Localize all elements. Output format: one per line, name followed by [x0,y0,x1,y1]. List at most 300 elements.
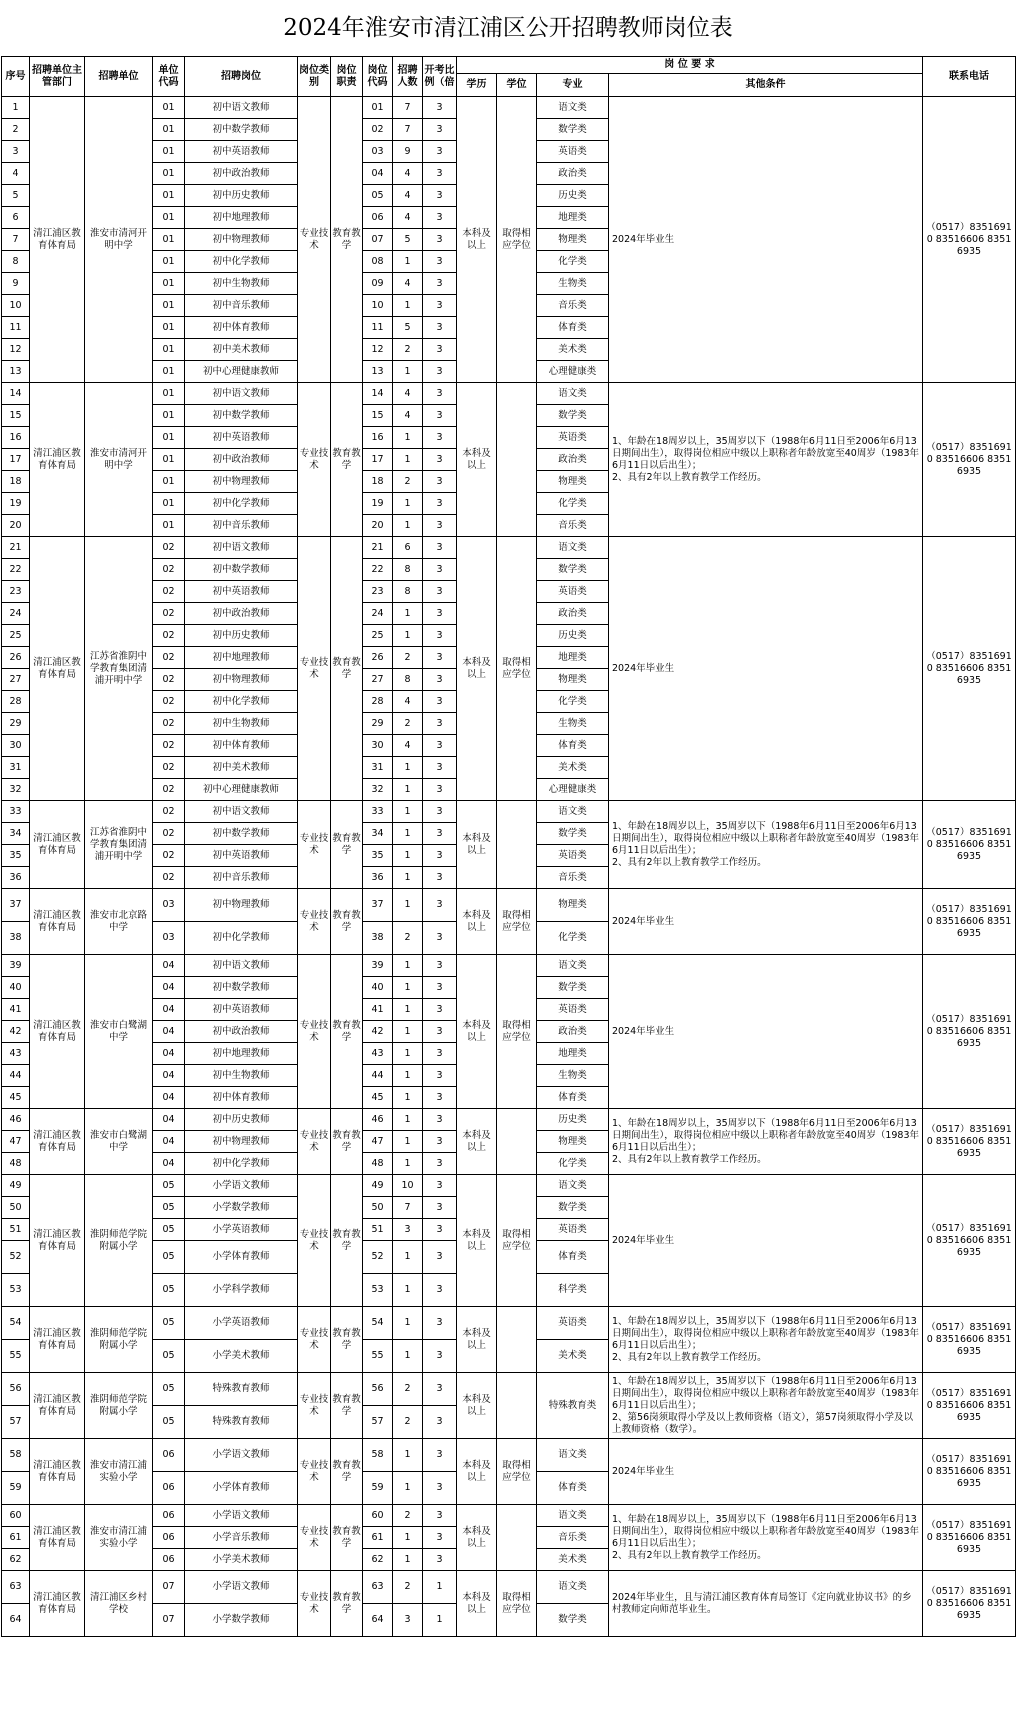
cell-ratio: 3 [423,1153,457,1175]
cell-post: 小学语文教师 [185,1505,298,1527]
cell-count: 1 [393,999,423,1021]
cell-unit-code: 05 [153,1219,185,1241]
cell-ratio: 3 [423,1340,457,1373]
cell-degree [497,1373,537,1439]
cell-other-conditions: 2024年毕业生 [609,955,923,1109]
cell-unit-code: 02 [153,691,185,713]
cell-seq: 2 [2,119,30,141]
header-post-code: 岗位代码 [363,57,393,97]
cell-post: 初中语文教师 [185,537,298,559]
cell-major: 科学类 [537,1274,609,1307]
cell-ratio: 3 [423,922,457,955]
cell-count: 7 [393,119,423,141]
cell-seq: 9 [2,273,30,295]
cell-edu: 本科及以上 [457,97,497,383]
cell-post: 初中英语教师 [185,141,298,163]
table-row [2,1439,1016,1472]
cell-post: 初中音乐教师 [185,867,298,889]
header-count: 招聘人数 [393,57,423,97]
cell-edu: 本科及以上 [457,1439,497,1505]
cell-unit-code: 05 [153,1307,185,1340]
cell-count: 2 [393,713,423,735]
cell-dept: 清江浦区教育体育局 [30,955,85,1109]
cell-seq: 43 [2,1043,30,1065]
table-row [2,1571,1016,1604]
cell-seq: 51 [2,1219,30,1241]
cell-dept: 清江浦区教育体育局 [30,1109,85,1175]
cell-count: 4 [393,383,423,405]
cell-duty: 教育教学 [331,889,363,955]
header-post: 招聘岗位 [185,57,298,97]
cell-post-code: 52 [363,1241,393,1274]
cell-post-code: 20 [363,515,393,537]
header-degree: 学位 [497,74,537,97]
cell-count: 4 [393,273,423,295]
cell-post: 初中体育教师 [185,317,298,339]
cell-post-code: 51 [363,1219,393,1241]
cell-ratio: 3 [423,625,457,647]
cell-ratio: 3 [423,141,457,163]
cell-seq: 48 [2,1153,30,1175]
cell-post-code: 09 [363,273,393,295]
cell-edu: 本科及以上 [457,1571,497,1637]
cell-major: 语文类 [537,1571,609,1604]
cell-seq: 59 [2,1472,30,1505]
cell-post-code: 48 [363,1153,393,1175]
cell-ratio: 3 [423,977,457,999]
cell-duty: 教育教学 [331,1439,363,1505]
cell-ratio: 1 [423,1571,457,1604]
cell-seq: 56 [2,1373,30,1406]
table-row [2,1373,1016,1406]
cell-other-conditions: 1、年龄在18周岁以上，35周岁以下（1988年6月11日至2006年6月13日期间出生），取得岗位相应中级以上职称者年龄放宽至40周岁（1983年6月11日以后出生）； 2、第56岗须取得小学及以上教师资格（语文），第57岗须取得小学及以上教师资格（数学）。 [609,1373,923,1439]
cell-post: 初中物理教师 [185,471,298,493]
cell-count: 8 [393,581,423,603]
cell-post-type: 专业技术 [298,1571,331,1637]
cell-post-code: 36 [363,867,393,889]
cell-post: 初中化学教师 [185,493,298,515]
cell-other-conditions: 1、年龄在18周岁以上，35周岁以下（1988年6月11日至2006年6月13日期间出生），取得岗位相应中级以上职称者年龄放宽至40周岁（1983年6月11日以后出生）； 2、具有2年以上教育教学工作经历。 [609,383,923,537]
cell-post: 初中生物教师 [185,713,298,735]
table-row [2,1505,1016,1527]
cell-seq: 58 [2,1439,30,1472]
cell-other-conditions: 2024年毕业生 [609,889,923,955]
cell-post: 初中语文教师 [185,97,298,119]
cell-count: 4 [393,163,423,185]
cell-post: 小学科学教师 [185,1274,298,1307]
page-title: 2024年淮安市清江浦区公开招聘教师岗位表 [283,15,733,41]
cell-major: 物理类 [537,229,609,251]
cell-post-code: 34 [363,823,393,845]
cell-phone: （0517）83516910 83516606 83516935 [923,1571,1016,1637]
cell-ratio: 3 [423,449,457,471]
table-row [2,889,1016,922]
cell-other-conditions: 2024年毕业生 [609,1439,923,1505]
cell-ratio: 3 [423,1241,457,1274]
cell-edu: 本科及以上 [457,1307,497,1373]
cell-unit-code: 02 [153,779,185,801]
cell-post: 初中数学教师 [185,559,298,581]
cell-count: 1 [393,251,423,273]
cell-unit: 淮安市清江浦实验小学 [85,1505,153,1571]
cell-count: 1 [393,801,423,823]
cell-post: 初中美术教师 [185,757,298,779]
cell-phone: （0517）83516910 83516606 83516935 [923,1439,1016,1505]
header-post-type: 岗位类别 [298,57,331,97]
cell-major: 地理类 [537,207,609,229]
cell-major: 心理健康类 [537,361,609,383]
cell-major: 音乐类 [537,1527,609,1549]
table-row [2,97,1016,119]
cell-major: 数学类 [537,559,609,581]
cell-ratio: 3 [423,1065,457,1087]
cell-post-type: 专业技术 [298,801,331,889]
cell-degree [497,1505,537,1571]
cell-dept: 清江浦区教育体育局 [30,97,85,383]
cell-unit-code: 02 [153,581,185,603]
cell-post-code: 05 [363,185,393,207]
cell-major: 英语类 [537,845,609,867]
cell-post: 初中历史教师 [185,625,298,647]
cell-post-code: 50 [363,1197,393,1219]
cell-phone: （0517）83516910 83516606 83516935 [923,1109,1016,1175]
cell-edu: 本科及以上 [457,1109,497,1175]
cell-post-code: 07 [363,229,393,251]
cell-unit: 淮安市白鹭湖中学 [85,955,153,1109]
cell-seq: 34 [2,823,30,845]
cell-count: 1 [393,427,423,449]
cell-count: 1 [393,1472,423,1505]
table-row [2,955,1016,977]
header-duty: 岗位职责 [331,57,363,97]
cell-post: 小学音乐教师 [185,1527,298,1549]
cell-post-type: 专业技术 [298,1439,331,1505]
cell-ratio: 3 [423,361,457,383]
cell-count: 8 [393,669,423,691]
cell-post: 初中物理教师 [185,1131,298,1153]
cell-post: 初中数学教师 [185,823,298,845]
cell-post-code: 08 [363,251,393,273]
cell-duty: 教育教学 [331,1373,363,1439]
cell-seq: 27 [2,669,30,691]
cell-unit-code: 02 [153,713,185,735]
cell-ratio: 3 [423,1439,457,1472]
cell-seq: 22 [2,559,30,581]
cell-post: 小学英语教师 [185,1307,298,1340]
header-other: 其他条件 [609,74,923,97]
cell-duty: 教育教学 [331,1571,363,1637]
cell-seq: 21 [2,537,30,559]
cell-ratio: 3 [423,1307,457,1340]
cell-seq: 26 [2,647,30,669]
cell-unit: 江苏省淮阴中学教育集团清浦开明中学 [85,537,153,801]
cell-ratio: 3 [423,845,457,867]
cell-post: 初中化学教师 [185,922,298,955]
cell-seq: 41 [2,999,30,1021]
cell-major: 物理类 [537,1131,609,1153]
cell-post: 小学美术教师 [185,1549,298,1571]
cell-degree: 取得相应学位 [497,97,537,383]
cell-seq: 1 [2,97,30,119]
cell-other-conditions: 1、年龄在18周岁以上，35周岁以下（1988年6月11日至2006年6月13日期间出生），取得岗位相应中级以上职称者年龄放宽至40周岁（1983年6月11日以后出生）； 2、具有2年以上教育教学工作经历。 [609,1109,923,1175]
cell-post: 初中音乐教师 [185,515,298,537]
cell-major: 体育类 [537,1241,609,1274]
cell-ratio: 3 [423,647,457,669]
cell-dept: 清江浦区教育体育局 [30,1439,85,1505]
cell-count: 1 [393,1340,423,1373]
cell-seq: 15 [2,405,30,427]
cell-seq: 4 [2,163,30,185]
cell-major: 语文类 [537,537,609,559]
table-row [2,801,1016,823]
cell-unit-code: 02 [153,801,185,823]
cell-unit-code: 05 [153,1175,185,1197]
cell-post-code: 44 [363,1065,393,1087]
cell-post-code: 53 [363,1274,393,1307]
cell-count: 2 [393,922,423,955]
cell-ratio: 3 [423,713,457,735]
cell-major: 政治类 [537,449,609,471]
cell-count: 1 [393,295,423,317]
cell-post: 初中地理教师 [185,1043,298,1065]
cell-other-conditions: 1、年龄在18周岁以上，35周岁以下（1988年6月11日至2006年6月13日期间出生），取得岗位相应中级以上职称者年龄放宽至40周岁（1983年6月11日以后出生）； 2、具有2年以上教育教学工作经历。 [609,1505,923,1571]
cell-post-code: 42 [363,1021,393,1043]
cell-count: 1 [393,1109,423,1131]
cell-major: 政治类 [537,163,609,185]
cell-unit-code: 01 [153,361,185,383]
cell-post: 初中地理教师 [185,647,298,669]
cell-major: 数学类 [537,405,609,427]
cell-degree: 取得相应学位 [497,889,537,955]
cell-major: 音乐类 [537,867,609,889]
cell-post: 初中化学教师 [185,1153,298,1175]
cell-count: 1 [393,1065,423,1087]
cell-dept: 清江浦区教育体育局 [30,1571,85,1637]
header-dept: 招聘单位主管部门 [30,57,85,97]
cell-unit: 淮安市白鹭湖中学 [85,1109,153,1175]
cell-count: 1 [393,823,423,845]
cell-ratio: 3 [423,1472,457,1505]
cell-seq: 40 [2,977,30,999]
cell-count: 2 [393,647,423,669]
header-seq: 序号 [2,57,30,97]
cell-post: 初中体育教师 [185,735,298,757]
cell-count: 1 [393,845,423,867]
cell-post: 初中物理教师 [185,669,298,691]
cell-duty: 教育教学 [331,537,363,801]
cell-major: 生物类 [537,273,609,295]
cell-unit-code: 05 [153,1274,185,1307]
cell-post: 初中历史教师 [185,1109,298,1131]
cell-ratio: 3 [423,471,457,493]
cell-unit-code: 01 [153,163,185,185]
header-major: 专业 [537,74,609,97]
cell-post: 小学语文教师 [185,1571,298,1604]
cell-dept: 清江浦区教育体育局 [30,1505,85,1571]
cell-post-code: 25 [363,625,393,647]
cell-ratio: 3 [423,1131,457,1153]
cell-unit-code: 04 [153,1021,185,1043]
cell-ratio: 3 [423,1505,457,1527]
cell-count: 1 [393,955,423,977]
cell-unit-code: 01 [153,339,185,361]
cell-count: 7 [393,1197,423,1219]
cell-edu: 本科及以上 [457,889,497,955]
cell-post-code: 43 [363,1043,393,1065]
cell-unit-code: 06 [153,1472,185,1505]
cell-major: 化学类 [537,1153,609,1175]
cell-unit-code: 04 [153,1087,185,1109]
cell-post-code: 61 [363,1527,393,1549]
cell-duty: 教育教学 [331,1109,363,1175]
cell-unit: 清江浦区乡村学校 [85,1571,153,1637]
cell-post-code: 54 [363,1307,393,1340]
cell-post: 初中英语教师 [185,999,298,1021]
cell-seq: 7 [2,229,30,251]
cell-post-code: 29 [363,713,393,735]
cell-count: 2 [393,1406,423,1439]
cell-seq: 13 [2,361,30,383]
cell-major: 语文类 [537,1439,609,1472]
cell-count: 1 [393,1307,423,1340]
cell-seq: 61 [2,1527,30,1549]
cell-post-code: 46 [363,1109,393,1131]
cell-count: 1 [393,779,423,801]
cell-ratio: 3 [423,97,457,119]
cell-other-conditions: 2024年毕业生，且与清江浦区教育体育局签订《定向就业协议书》的乡村教师定向师范毕业生。 [609,1571,923,1637]
cell-count: 5 [393,317,423,339]
cell-ratio: 3 [423,669,457,691]
cell-count: 4 [393,691,423,713]
cell-unit-code: 05 [153,1197,185,1219]
cell-major: 英语类 [537,141,609,163]
cell-post: 初中语文教师 [185,955,298,977]
cell-phone: （0517）83516910 83516606 83516935 [923,537,1016,801]
cell-post-type: 专业技术 [298,1307,331,1373]
cell-post: 初中政治教师 [185,1021,298,1043]
cell-unit: 淮阴师范学院附属小学 [85,1175,153,1307]
cell-ratio: 3 [423,119,457,141]
cell-post-type: 专业技术 [298,955,331,1109]
cell-unit-code: 01 [153,515,185,537]
cell-unit-code: 01 [153,141,185,163]
cell-post-type: 专业技术 [298,889,331,955]
cell-ratio: 3 [423,1406,457,1439]
table-body [2,97,1016,1637]
header-edu: 学历 [457,74,497,97]
cell-ratio: 3 [423,229,457,251]
cell-major: 语文类 [537,97,609,119]
cell-post: 初中化学教师 [185,251,298,273]
cell-ratio: 3 [423,757,457,779]
cell-phone: （0517）83516910 83516606 83516935 [923,1307,1016,1373]
cell-seq: 19 [2,493,30,515]
cell-unit-code: 02 [153,845,185,867]
cell-seq: 63 [2,1571,30,1604]
cell-seq: 47 [2,1131,30,1153]
cell-seq: 37 [2,889,30,922]
cell-phone: （0517）83516910 83516606 83516935 [923,97,1016,383]
cell-post: 初中物理教师 [185,229,298,251]
cell-major: 美术类 [537,757,609,779]
cell-seq: 5 [2,185,30,207]
cell-post: 初中数学教师 [185,119,298,141]
cell-unit-code: 01 [153,119,185,141]
cell-count: 1 [393,625,423,647]
cell-unit-code: 01 [153,427,185,449]
cell-ratio: 3 [423,955,457,977]
cell-seq: 3 [2,141,30,163]
cell-seq: 36 [2,867,30,889]
cell-seq: 10 [2,295,30,317]
cell-unit-code: 01 [153,251,185,273]
cell-ratio: 3 [423,1175,457,1197]
table-row [2,383,1016,405]
cell-dept: 清江浦区教育体育局 [30,537,85,801]
cell-post: 初中数学教师 [185,977,298,999]
cell-dept: 清江浦区教育体育局 [30,1175,85,1307]
cell-other-conditions: 2024年毕业生 [609,97,923,383]
cell-count: 1 [393,515,423,537]
cell-seq: 64 [2,1604,30,1637]
cell-ratio: 3 [423,1109,457,1131]
cell-major: 语文类 [537,1175,609,1197]
cell-other-conditions: 1、年龄在18周岁以上，35周岁以下（1988年6月11日至2006年6月13日期间出生），取得岗位相应中级以上职称者年龄放宽至40周岁（1983年6月11日以后出生）； 2、具有2年以上教育教学工作经历。 [609,1307,923,1373]
cell-major: 美术类 [537,339,609,361]
cell-count: 1 [393,449,423,471]
cell-degree: 取得相应学位 [497,1571,537,1637]
cell-unit-code: 02 [153,537,185,559]
cell-post: 初中英语教师 [185,427,298,449]
cell-unit-code: 04 [153,1131,185,1153]
cell-ratio: 3 [423,1197,457,1219]
cell-major: 体育类 [537,1472,609,1505]
cell-unit-code: 01 [153,471,185,493]
cell-ratio: 3 [423,493,457,515]
cell-post-code: 31 [363,757,393,779]
cell-major: 英语类 [537,999,609,1021]
cell-post-type: 专业技术 [298,1373,331,1439]
table-row [2,1175,1016,1197]
cell-major: 化学类 [537,251,609,273]
cell-count: 4 [393,207,423,229]
cell-post-code: 38 [363,922,393,955]
cell-post: 初中政治教师 [185,603,298,625]
cell-count: 2 [393,471,423,493]
cell-count: 1 [393,1087,423,1109]
cell-unit-code: 01 [153,449,185,471]
cell-count: 3 [393,1219,423,1241]
cell-degree [497,1109,537,1175]
cell-phone: （0517）83516910 83516606 83516935 [923,801,1016,889]
cell-post: 初中英语教师 [185,845,298,867]
cell-count: 2 [393,339,423,361]
cell-seq: 62 [2,1549,30,1571]
cell-major: 语文类 [537,801,609,823]
cell-ratio: 3 [423,1549,457,1571]
cell-unit-code: 01 [153,317,185,339]
cell-unit-code: 05 [153,1241,185,1274]
cell-post-code: 01 [363,97,393,119]
cell-post: 小学语文教师 [185,1439,298,1472]
cell-dept: 清江浦区教育体育局 [30,1307,85,1373]
cell-degree [497,801,537,889]
cell-post: 初中英语教师 [185,581,298,603]
cell-post-code: 14 [363,383,393,405]
cell-post-code: 13 [363,361,393,383]
cell-ratio: 3 [423,801,457,823]
cell-major: 心理健康类 [537,779,609,801]
